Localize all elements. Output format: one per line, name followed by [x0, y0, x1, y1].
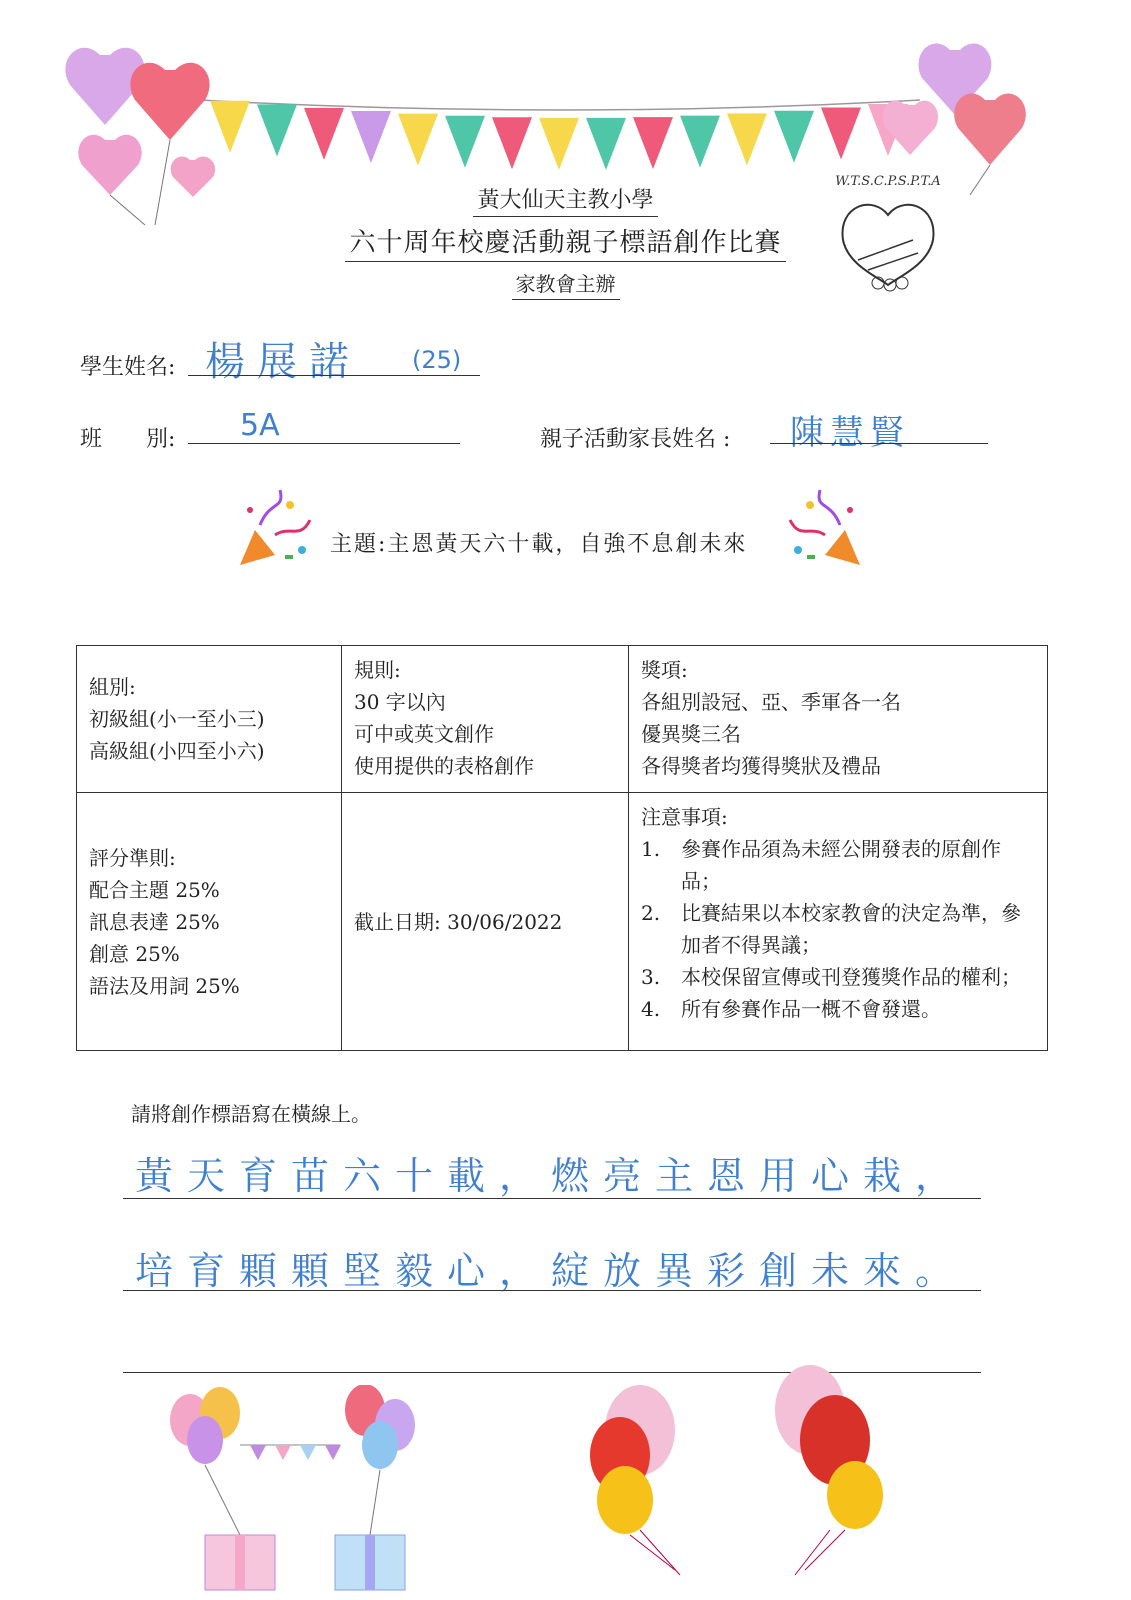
list-item: 4. 所有參賽作品一概不會發還。 — [641, 997, 941, 1021]
deadline-cell — [342, 793, 629, 1051]
bunting-flag — [257, 104, 297, 156]
party-popper-left-icon — [230, 480, 320, 575]
list-item: 2. 比賽結果以本校家教會的決定為準，參加者不得異議； — [641, 901, 1021, 957]
rules-table — [76, 645, 1048, 1051]
deadline-text: 截止日期: 30/06/2022 — [354, 909, 563, 934]
list-item: 3. 本校保留宣傳或刊登獲獎作品的權利； — [641, 965, 1021, 989]
bunting-flag — [774, 111, 814, 163]
bunting-flag — [680, 116, 720, 168]
bunting-flag — [821, 108, 861, 160]
theme-text: 主題:主恩黃天六十載，自強不息創未來 — [330, 532, 748, 557]
bunting-flag — [351, 111, 391, 163]
school-name: 黃大仙天主教小學 — [0, 183, 1131, 217]
bunting-flag — [304, 108, 344, 160]
bunting-flag — [398, 114, 438, 166]
student-number: (25) — [412, 346, 462, 374]
slogan-underline-1 — [123, 1198, 981, 1199]
awards-cell: 獎項: 各組別設冠、亞、季軍各一名 優異獎三名 各得獎者均獲得獎狀及禮品 — [629, 646, 1048, 793]
rules-cell: 規則: 30 字以內 可中或英文創作 使用提供的表格創作 — [342, 646, 629, 793]
party-popper-right-icon — [780, 480, 870, 575]
bunting-flag — [633, 117, 673, 169]
bunting-flag — [586, 118, 626, 170]
class-line — [188, 442, 460, 444]
student-name-label: 學生姓名: — [80, 355, 176, 380]
balloons-bottom-right-decoration — [580, 1365, 900, 1585]
student-name-value: 楊展諾 — [205, 339, 361, 385]
slogan-line-1: 黃天育苗六十載，燃亮主恩用心栽， — [135, 1154, 968, 1198]
event-title: 六十周年校慶活動親子標語創作比賽 — [0, 222, 1131, 262]
bunting-flag — [539, 118, 579, 170]
balloons-gifts-decoration — [160, 1385, 460, 1595]
notes-cell: 注意事項: 1. 參賽作品須為未經公開發表的原創作品； 2. 比賽結果以本校家教會的決定為準，參加者不得異議； 3. 本校保留宣傳或刊登獲獎作品的權利； 4. 所有參賽作品一概不會發還。 — [629, 793, 1048, 1051]
bunting-decoration — [200, 80, 920, 170]
slogan-underline-2 — [123, 1290, 981, 1291]
parent-name-label: 親子活動家長姓名 : — [540, 427, 731, 452]
list-item: 1. 參賽作品須為未經公開發表的原創作品； — [641, 837, 1001, 893]
bunting-flag — [492, 117, 532, 169]
class-value: 5A — [240, 408, 280, 443]
class-label: 班 別: — [80, 427, 176, 452]
student-name-line — [188, 374, 480, 376]
organizer: 家教會主辦 — [0, 268, 1131, 300]
bunting-flag — [727, 113, 767, 165]
groups-cell: 組別: 初級組(小一至小三) 高級組(小四至小六) — [77, 646, 342, 793]
instruction-text: 請將創作標語寫在橫線上。 — [131, 1102, 371, 1126]
parent-name-line — [770, 442, 988, 444]
notes-list — [641, 833, 1035, 1025]
bunting-flag — [445, 116, 485, 168]
slogan-line-2: 培育顆顆堅毅心，綻放異彩創未來。 — [135, 1249, 968, 1293]
parent-name-value: 陳慧賢 — [790, 413, 910, 453]
logo-text: W.T.S.C.P.S.P.T.A — [835, 174, 941, 189]
criteria-cell: 評分準則: 配合主題 25% 訊息表達 25% 創意 25% 語法及用詞 25% — [77, 793, 342, 1051]
